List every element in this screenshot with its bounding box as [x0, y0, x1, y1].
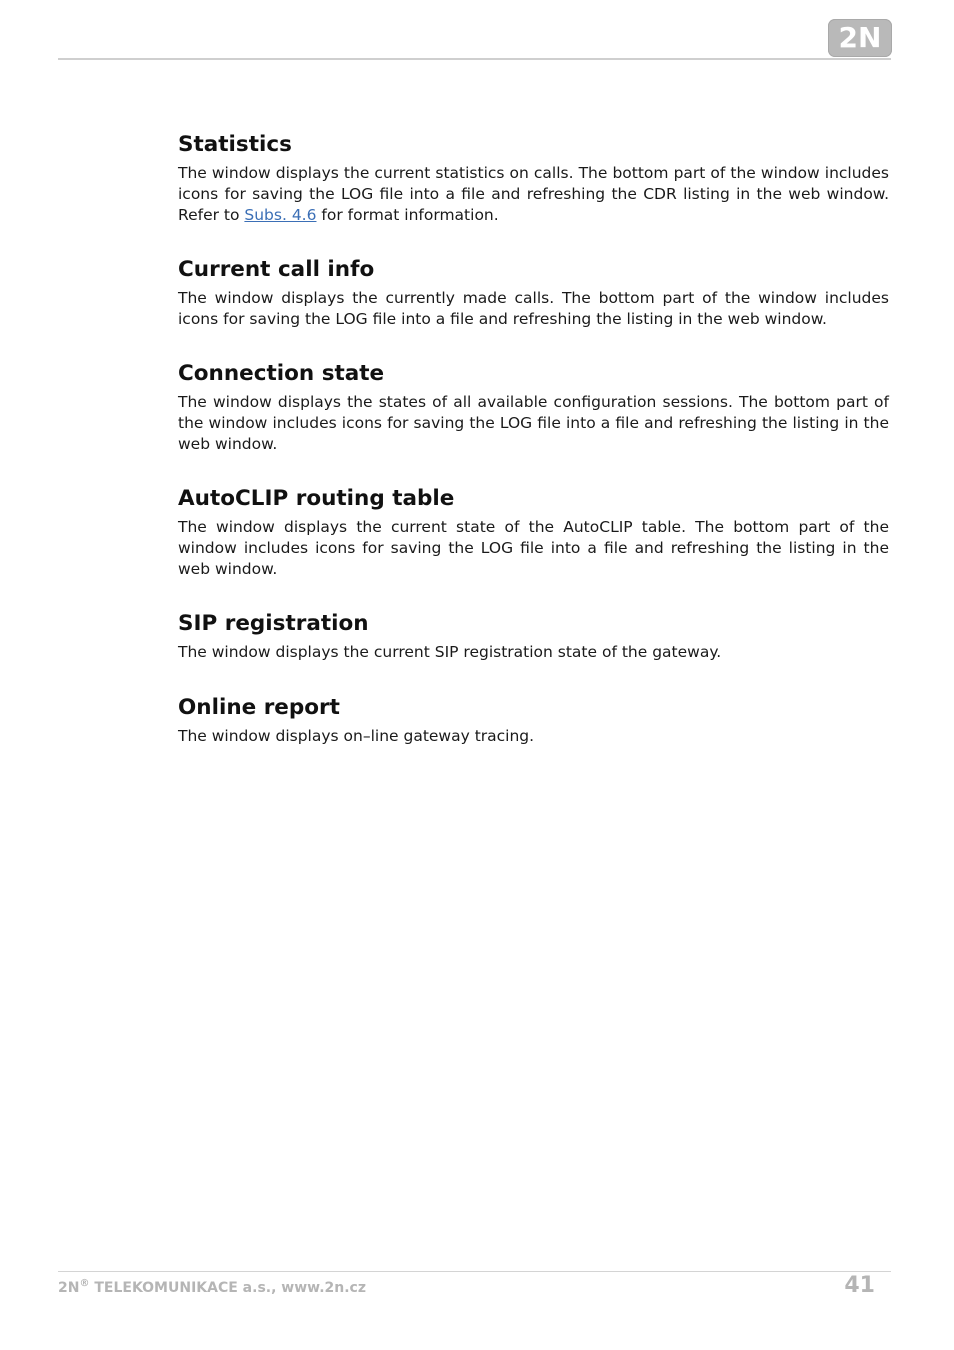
section-heading: AutoCLIP routing table — [178, 486, 455, 511]
footer-company — [58, 1279, 366, 1297]
section-current-call-info — [178, 255, 889, 359]
section-heading: Connection state — [178, 361, 385, 386]
section-autoclip-routing-table — [178, 484, 889, 609]
footer-company-name: TELEKOMUNIKACE a.s., www.2n.cz — [89, 1280, 366, 1296]
section-heading: SIP registration — [178, 611, 369, 636]
header-divider — [58, 58, 891, 60]
section-heading: Statistics — [178, 132, 292, 157]
footer-divider — [58, 1271, 891, 1272]
section-heading: Current call info — [178, 257, 375, 282]
footer-brand: 2N — [58, 1280, 80, 1296]
section-body: The window displays the current state of the AutoCLIP table. The bottom part of the window includes icons for saving the LOG file into a file and refreshing the listing in the web window. — [178, 518, 889, 578]
section-online-report — [178, 693, 889, 753]
section-body — [178, 160, 889, 226]
section-body: The window displays the states of all available configuration sessions. The bottom part of the window includes icons for saving the LOG file into a file and refreshing the listing in the web window. — [178, 393, 889, 453]
registered-mark: ® — [79, 1278, 90, 1289]
section-heading: Online report — [178, 695, 340, 720]
page-content — [178, 130, 889, 753]
logo-text: 2N — [838, 21, 882, 54]
body-text: The window displays the current statistics on calls. The bottom part of the window includes icons for saving the LOG file into a file and refreshing the CDR listing in the web window. Refer to — [178, 164, 889, 224]
section-body: The window displays on–line gateway tracing. — [178, 727, 535, 745]
section-body: The window displays the currently made calls. The bottom part of the window includes icons for saving the LOG file into a file and refreshing the listing in the web window. — [178, 289, 889, 328]
page-number: 41 — [844, 1273, 875, 1298]
section-sip-registration — [178, 609, 889, 693]
body-text-continued: for format information. — [316, 206, 499, 224]
section-statistics — [178, 130, 889, 255]
subs-4-6-link[interactable]: Subs. 4.6 — [244, 206, 317, 224]
section-connection-state — [178, 359, 889, 484]
2n-logo — [828, 19, 892, 57]
section-body: The window displays the current SIP registration state of the gateway. — [178, 643, 722, 661]
